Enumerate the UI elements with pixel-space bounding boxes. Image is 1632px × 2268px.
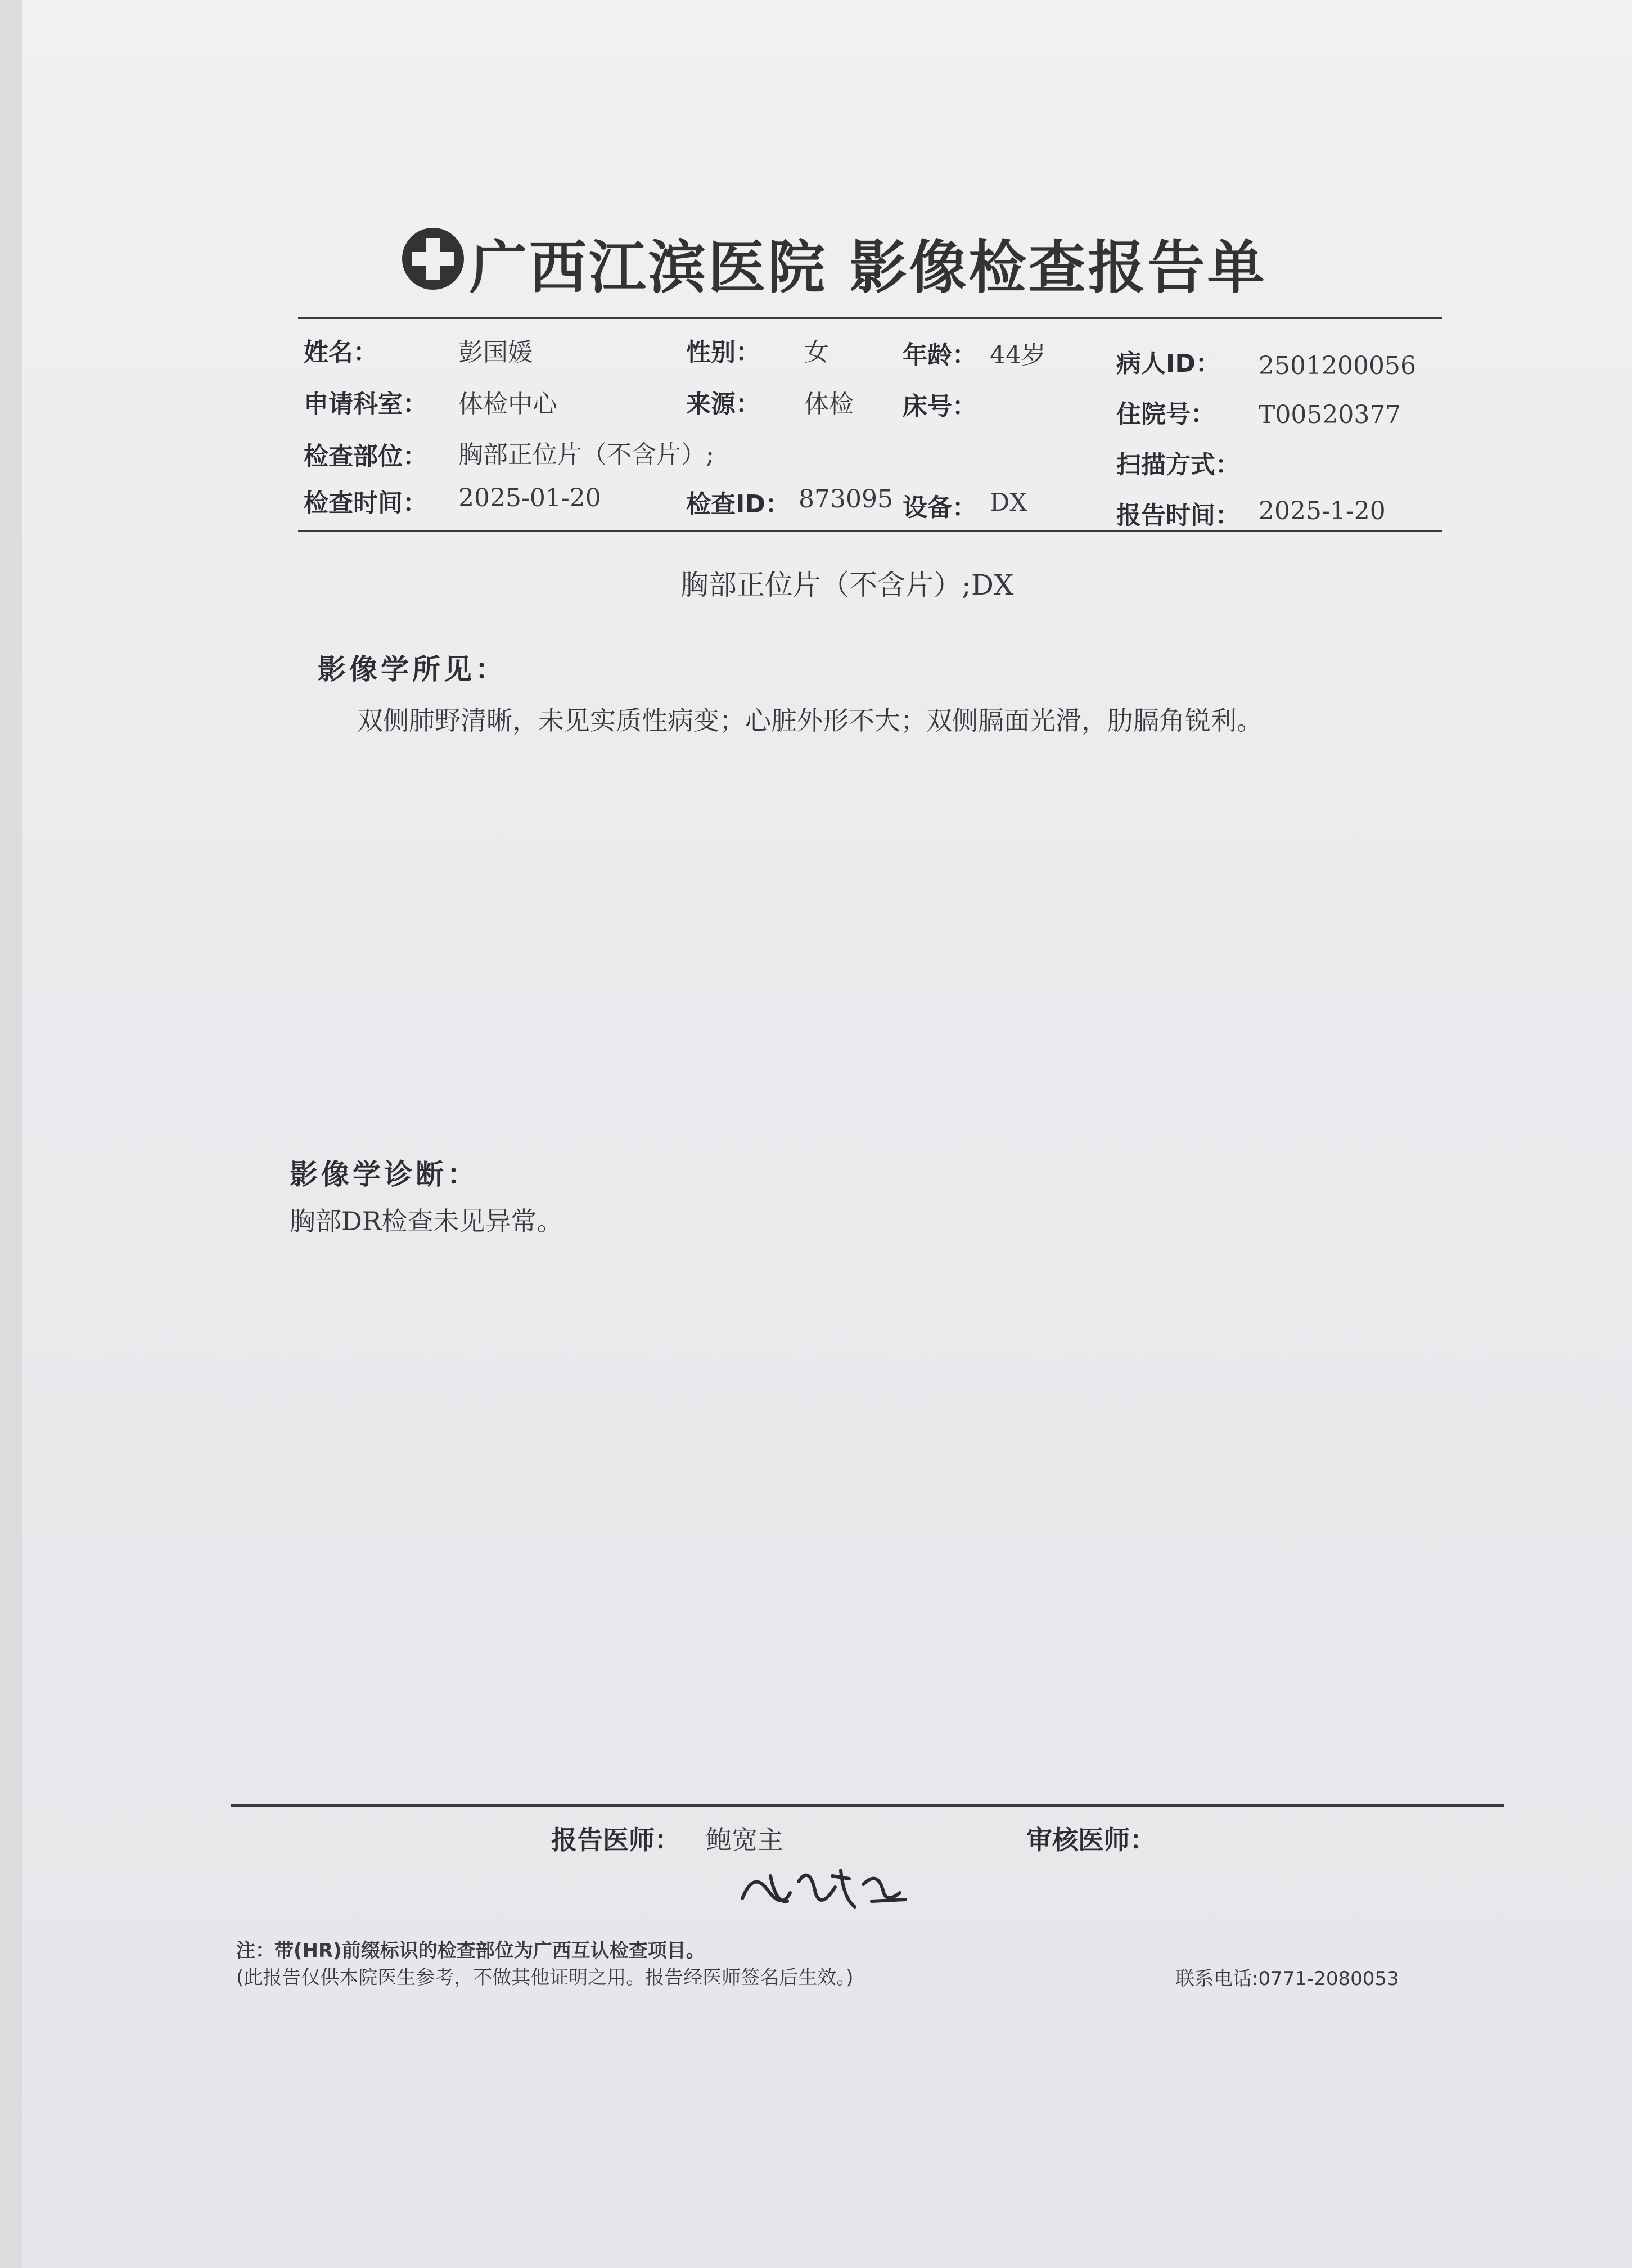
- patient-source: 体检: [804, 390, 854, 418]
- admission-number: T00520377: [1259, 400, 1401, 429]
- report-title: 广西江滨医院 影像检查报告单: [470, 235, 1267, 302]
- exam-id-label: 检查ID：: [686, 490, 790, 519]
- contact-phone: 联系电话:0771-2080053: [1175, 1968, 1399, 1990]
- footer-disclaimer: (此报告仅供本院医生参考，不做其他证明之用。报告经医师签名后生效。): [236, 1966, 854, 1989]
- scan-method-label: 扫描方式：: [1116, 451, 1240, 479]
- exam-time: 2025-01-20: [458, 484, 601, 512]
- review-doctor-label: 审核医师：: [1026, 1825, 1156, 1855]
- device: DX: [990, 488, 1027, 517]
- gender-label: 性别：: [686, 338, 760, 367]
- admission-label: 住院号：: [1116, 400, 1215, 429]
- patient-id-label: 病人ID：: [1116, 349, 1220, 378]
- report-doctor: 鲍宽主: [706, 1825, 783, 1855]
- header-top-rule: [298, 317, 1442, 319]
- exam-id: 873095: [799, 485, 893, 514]
- report-doctor-label: 报告医师：: [551, 1825, 680, 1855]
- patient-gender: 女: [804, 338, 829, 367]
- report-time-label: 报告时间：: [1116, 501, 1240, 530]
- exam-part-label: 检查部位：: [304, 442, 427, 471]
- footer-note: 注：带(HR)前缀标识的检查部位为广西互认检查项目。: [236, 1940, 705, 1962]
- exam-part: 胸部正位片（不含片）;: [458, 440, 714, 469]
- bed-label: 床号：: [903, 392, 977, 421]
- findings-text: 双侧肺野清晰，未见实质性病变；心脏外形不大；双侧膈面光滑，肋膈角锐利。: [357, 705, 1263, 736]
- age-label: 年龄：: [903, 341, 977, 370]
- diagnosis-label: 影像学诊断：: [290, 1158, 479, 1191]
- footer-rule: [231, 1804, 1504, 1807]
- source-label: 来源：: [686, 390, 760, 418]
- device-label: 设备：: [903, 493, 977, 522]
- exam-time-label: 检查时间：: [304, 489, 427, 518]
- findings-label: 影像学所见：: [318, 653, 507, 686]
- name-label: 姓名：: [304, 338, 378, 367]
- header-bottom-rule: [298, 530, 1442, 532]
- patient-name: 彭国媛: [458, 338, 533, 367]
- requesting-dept: 体检中心: [458, 390, 557, 418]
- diagnosis-text: 胸部DR检查未见异常。: [290, 1206, 563, 1236]
- report-time: 2025-1-20: [1259, 497, 1386, 525]
- patient-age: 44岁: [990, 341, 1046, 370]
- doctor-signature: [737, 1859, 911, 1921]
- dept-label: 申请科室：: [304, 390, 427, 418]
- red-cross-icon: [402, 228, 464, 290]
- exam-heading: 胸部正位片（不含片）;DX: [680, 569, 1014, 601]
- patient-id: 2501200056: [1259, 352, 1416, 380]
